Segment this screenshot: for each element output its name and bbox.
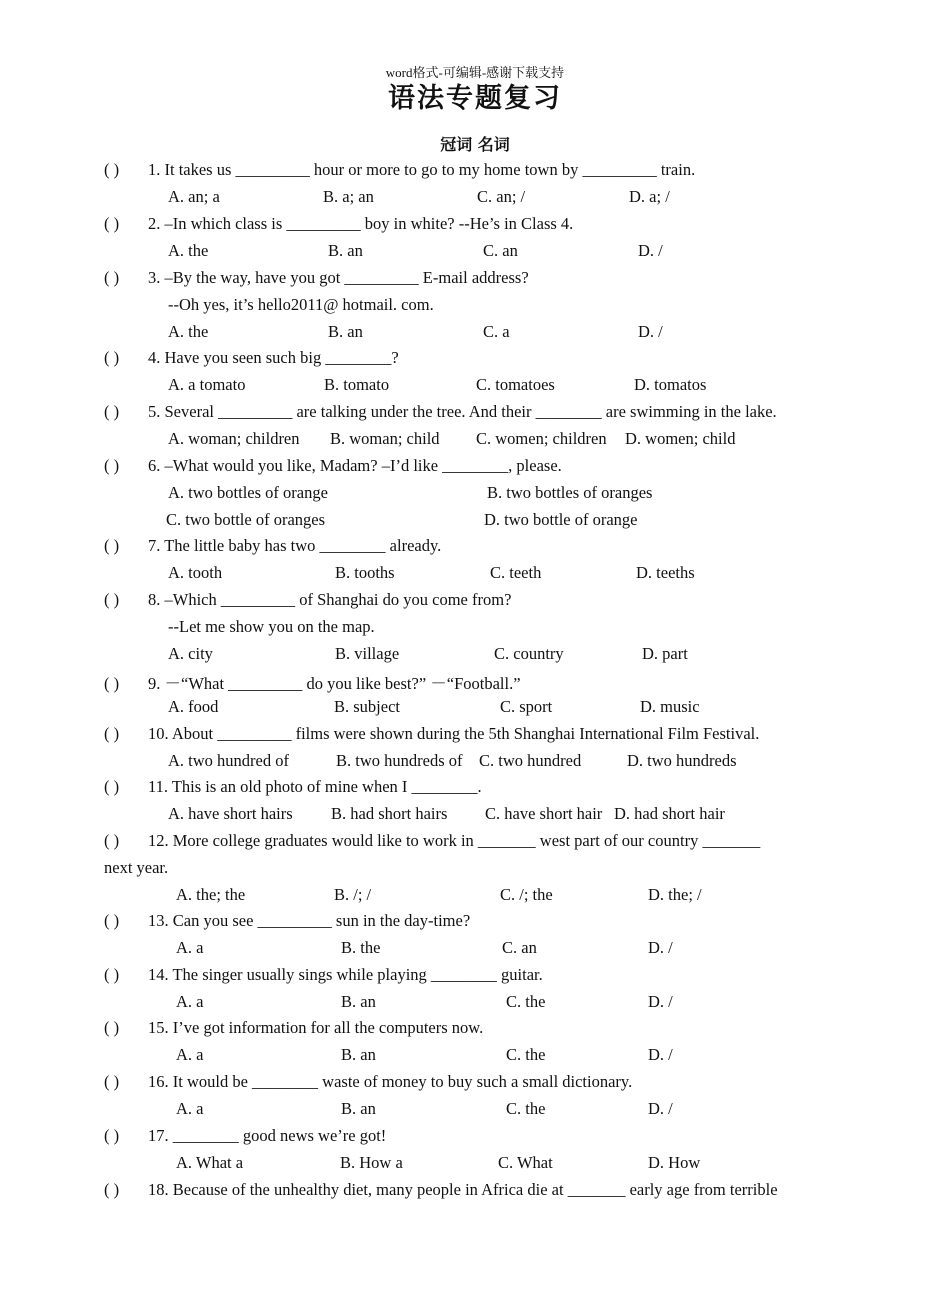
question-10 xyxy=(104,724,759,744)
option-c: C. the xyxy=(506,992,546,1011)
answer-blank: ( ) xyxy=(104,965,120,984)
option-d: D. had short hair xyxy=(614,804,725,823)
option-a: A. food xyxy=(168,697,219,716)
question-text: 17. ________ good news we’re got! xyxy=(148,1126,387,1145)
option-b: B. /; / xyxy=(334,885,372,904)
answer-blank: ( ) xyxy=(104,160,120,179)
question-text: 2. –In which class is _________ boy in white? --He’s in Class 4. xyxy=(148,214,574,233)
option-c: C. a xyxy=(483,322,510,341)
option-d: D. / xyxy=(648,938,673,957)
question-text: 5. Several _________ are talking under the tree. And their ________ are swimming in the lake. xyxy=(148,402,777,421)
option-a: A. a xyxy=(176,938,204,957)
option-c: C. an xyxy=(483,241,518,260)
answer-blank: ( ) xyxy=(104,1072,120,1091)
option-b: B. an xyxy=(341,1099,376,1118)
question-continuation: next year. xyxy=(104,858,169,877)
answer-blank: ( ) xyxy=(104,536,120,555)
option-b: B. woman; child xyxy=(330,429,440,448)
option-b: B. had short hairs xyxy=(331,804,448,823)
answer-blank: ( ) xyxy=(104,777,120,796)
question-14 xyxy=(104,965,543,985)
option-a: A. an; a xyxy=(168,187,220,206)
question-text: 8. –Which _________ of Shanghai do you come from? xyxy=(148,590,512,609)
question-text: 4. Have you seen such big ________? xyxy=(148,348,399,367)
question-reply: --Oh yes, it’s hello2011@ hotmail. com. xyxy=(168,295,434,314)
option-b: B. tooths xyxy=(335,563,395,582)
option-b: B. an xyxy=(341,1045,376,1064)
option-d: D. a; / xyxy=(629,187,670,206)
question-text: 7. The little baby has two ________ already. xyxy=(148,536,442,555)
option-d: D. tomatos xyxy=(634,375,707,394)
option-d: D. / xyxy=(638,322,663,341)
option-c: C. /; the xyxy=(500,885,553,904)
answer-blank: ( ) xyxy=(104,402,120,421)
question-15 xyxy=(104,1018,483,1038)
option-c: C. sport xyxy=(500,697,553,716)
option-c: C. an; / xyxy=(477,187,526,206)
option-b: B. an xyxy=(328,241,363,260)
answer-blank: ( ) xyxy=(104,590,120,609)
option-b: B. the xyxy=(341,938,381,957)
question-8 xyxy=(104,590,511,610)
answer-blank: ( ) xyxy=(104,1018,120,1037)
option-c: C. two bottle of oranges xyxy=(166,510,326,529)
question-text: 6. –What would you like, Madam? –I’d like ________, please. xyxy=(148,456,562,475)
option-d: D. two bottle of orange xyxy=(484,510,638,529)
question-text: 15. I’ve got information for all the computers now. xyxy=(148,1018,484,1037)
question-text: 9. －“What _________ do you like best?” －“Football.” xyxy=(148,674,521,693)
option-c: C. country xyxy=(494,644,564,663)
option-d: D. the; / xyxy=(648,885,702,904)
question-text: 3. –By the way, have you got _________ E-mail address? xyxy=(148,268,529,287)
option-a: A. a xyxy=(176,992,204,1011)
option-c: C. have short hair xyxy=(485,804,603,823)
option-a: A. a xyxy=(176,1045,204,1064)
question-11 xyxy=(104,777,482,797)
question-4 xyxy=(104,348,399,368)
option-d: D. / xyxy=(648,1099,673,1118)
option-d: D. How xyxy=(648,1153,701,1172)
option-c: C. tomatoes xyxy=(476,375,555,394)
answer-blank: ( ) xyxy=(104,348,120,367)
option-c: C. two hundred xyxy=(479,751,582,770)
option-a: A. city xyxy=(168,644,213,663)
question-7 xyxy=(104,536,441,556)
answer-blank: ( ) xyxy=(104,674,120,693)
answer-blank: ( ) xyxy=(104,911,120,930)
option-d: D. women; child xyxy=(625,429,736,448)
question-18 xyxy=(104,1180,778,1200)
option-b: B. two hundreds of xyxy=(336,751,463,770)
question-text: 10. About _________ films were shown during the 5th Shanghai International Film Festival. xyxy=(148,724,760,743)
option-d: D. music xyxy=(640,697,700,716)
option-b: B. subject xyxy=(334,697,400,716)
answer-blank: ( ) xyxy=(104,1180,120,1199)
option-a: A. What a xyxy=(176,1153,244,1172)
question-13 xyxy=(104,911,470,931)
question-reply: --Let me show you on the map. xyxy=(168,617,375,636)
question-2 xyxy=(104,214,573,234)
watermark-text: word格式-可编辑-感谢下载支持 xyxy=(385,65,565,80)
answer-blank: ( ) xyxy=(104,831,120,850)
option-a: A. tooth xyxy=(168,563,223,582)
option-c: C. women; children xyxy=(476,429,607,448)
option-b: B. How a xyxy=(340,1153,403,1172)
option-c: C. the xyxy=(506,1099,546,1118)
page-title: 语法专题复习 xyxy=(388,83,562,114)
option-d: D. two hundreds xyxy=(627,751,737,770)
question-5 xyxy=(104,402,777,422)
option-a: A. the xyxy=(168,322,209,341)
option-d: D. teeths xyxy=(636,563,695,582)
question-text: 14. The singer usually sings while playing ________ guitar. xyxy=(148,965,543,984)
answer-blank: ( ) xyxy=(104,1126,120,1145)
answer-blank: ( ) xyxy=(104,456,120,475)
option-d: D. / xyxy=(638,241,663,260)
option-a: A. two hundred of xyxy=(168,751,289,770)
question-3 xyxy=(104,268,529,288)
question-text: 13. Can you see _________ sun in the day-time? xyxy=(148,911,471,930)
option-b: B. a; an xyxy=(323,187,374,206)
question-1 xyxy=(104,160,695,180)
question-text: 11. This is an old photo of mine when I ________. xyxy=(148,777,482,796)
option-a: A. a tomato xyxy=(168,375,246,394)
question-9 xyxy=(104,670,521,694)
option-b: B. tomato xyxy=(324,375,390,394)
option-b: B. an xyxy=(341,992,376,1011)
option-c: C. the xyxy=(506,1045,546,1064)
option-b: B. village xyxy=(335,644,400,663)
question-16 xyxy=(104,1072,632,1092)
option-b: B. two bottles of oranges xyxy=(487,483,653,502)
option-d: D. / xyxy=(648,1045,673,1064)
option-a: A. two bottles of orange xyxy=(168,483,328,502)
option-a: A. have short hairs xyxy=(168,804,293,823)
option-c: C. an xyxy=(502,938,537,957)
option-a: A. a xyxy=(176,1099,204,1118)
option-a: A. the; the xyxy=(176,885,246,904)
option-c: C. teeth xyxy=(490,563,542,582)
question-12 xyxy=(104,831,760,851)
question-text: 16. It would be ________ waste of money to buy such a small dictionary. xyxy=(148,1072,633,1091)
section-subtitle: 冠词 名词 xyxy=(440,135,510,154)
option-c: C. What xyxy=(498,1153,553,1172)
question-6 xyxy=(104,456,562,476)
option-d: D. part xyxy=(642,644,688,663)
question-text: 1. It takes us _________ hour or more to go to my home town by _________ train. xyxy=(148,160,696,179)
option-d: D. / xyxy=(648,992,673,1011)
answer-blank: ( ) xyxy=(104,724,120,743)
answer-blank: ( ) xyxy=(104,268,120,287)
option-b: B. an xyxy=(328,322,363,341)
question-text: 18. Because of the unhealthy diet, many people in Africa die at _______ early age from terrible xyxy=(148,1180,778,1199)
question-text: 12. More college graduates would like to work in _______ west part of our country _______ xyxy=(148,831,761,850)
option-a: A. woman; children xyxy=(168,429,300,448)
answer-blank: ( ) xyxy=(104,214,120,233)
question-17 xyxy=(104,1126,386,1146)
option-a: A. the xyxy=(168,241,209,260)
